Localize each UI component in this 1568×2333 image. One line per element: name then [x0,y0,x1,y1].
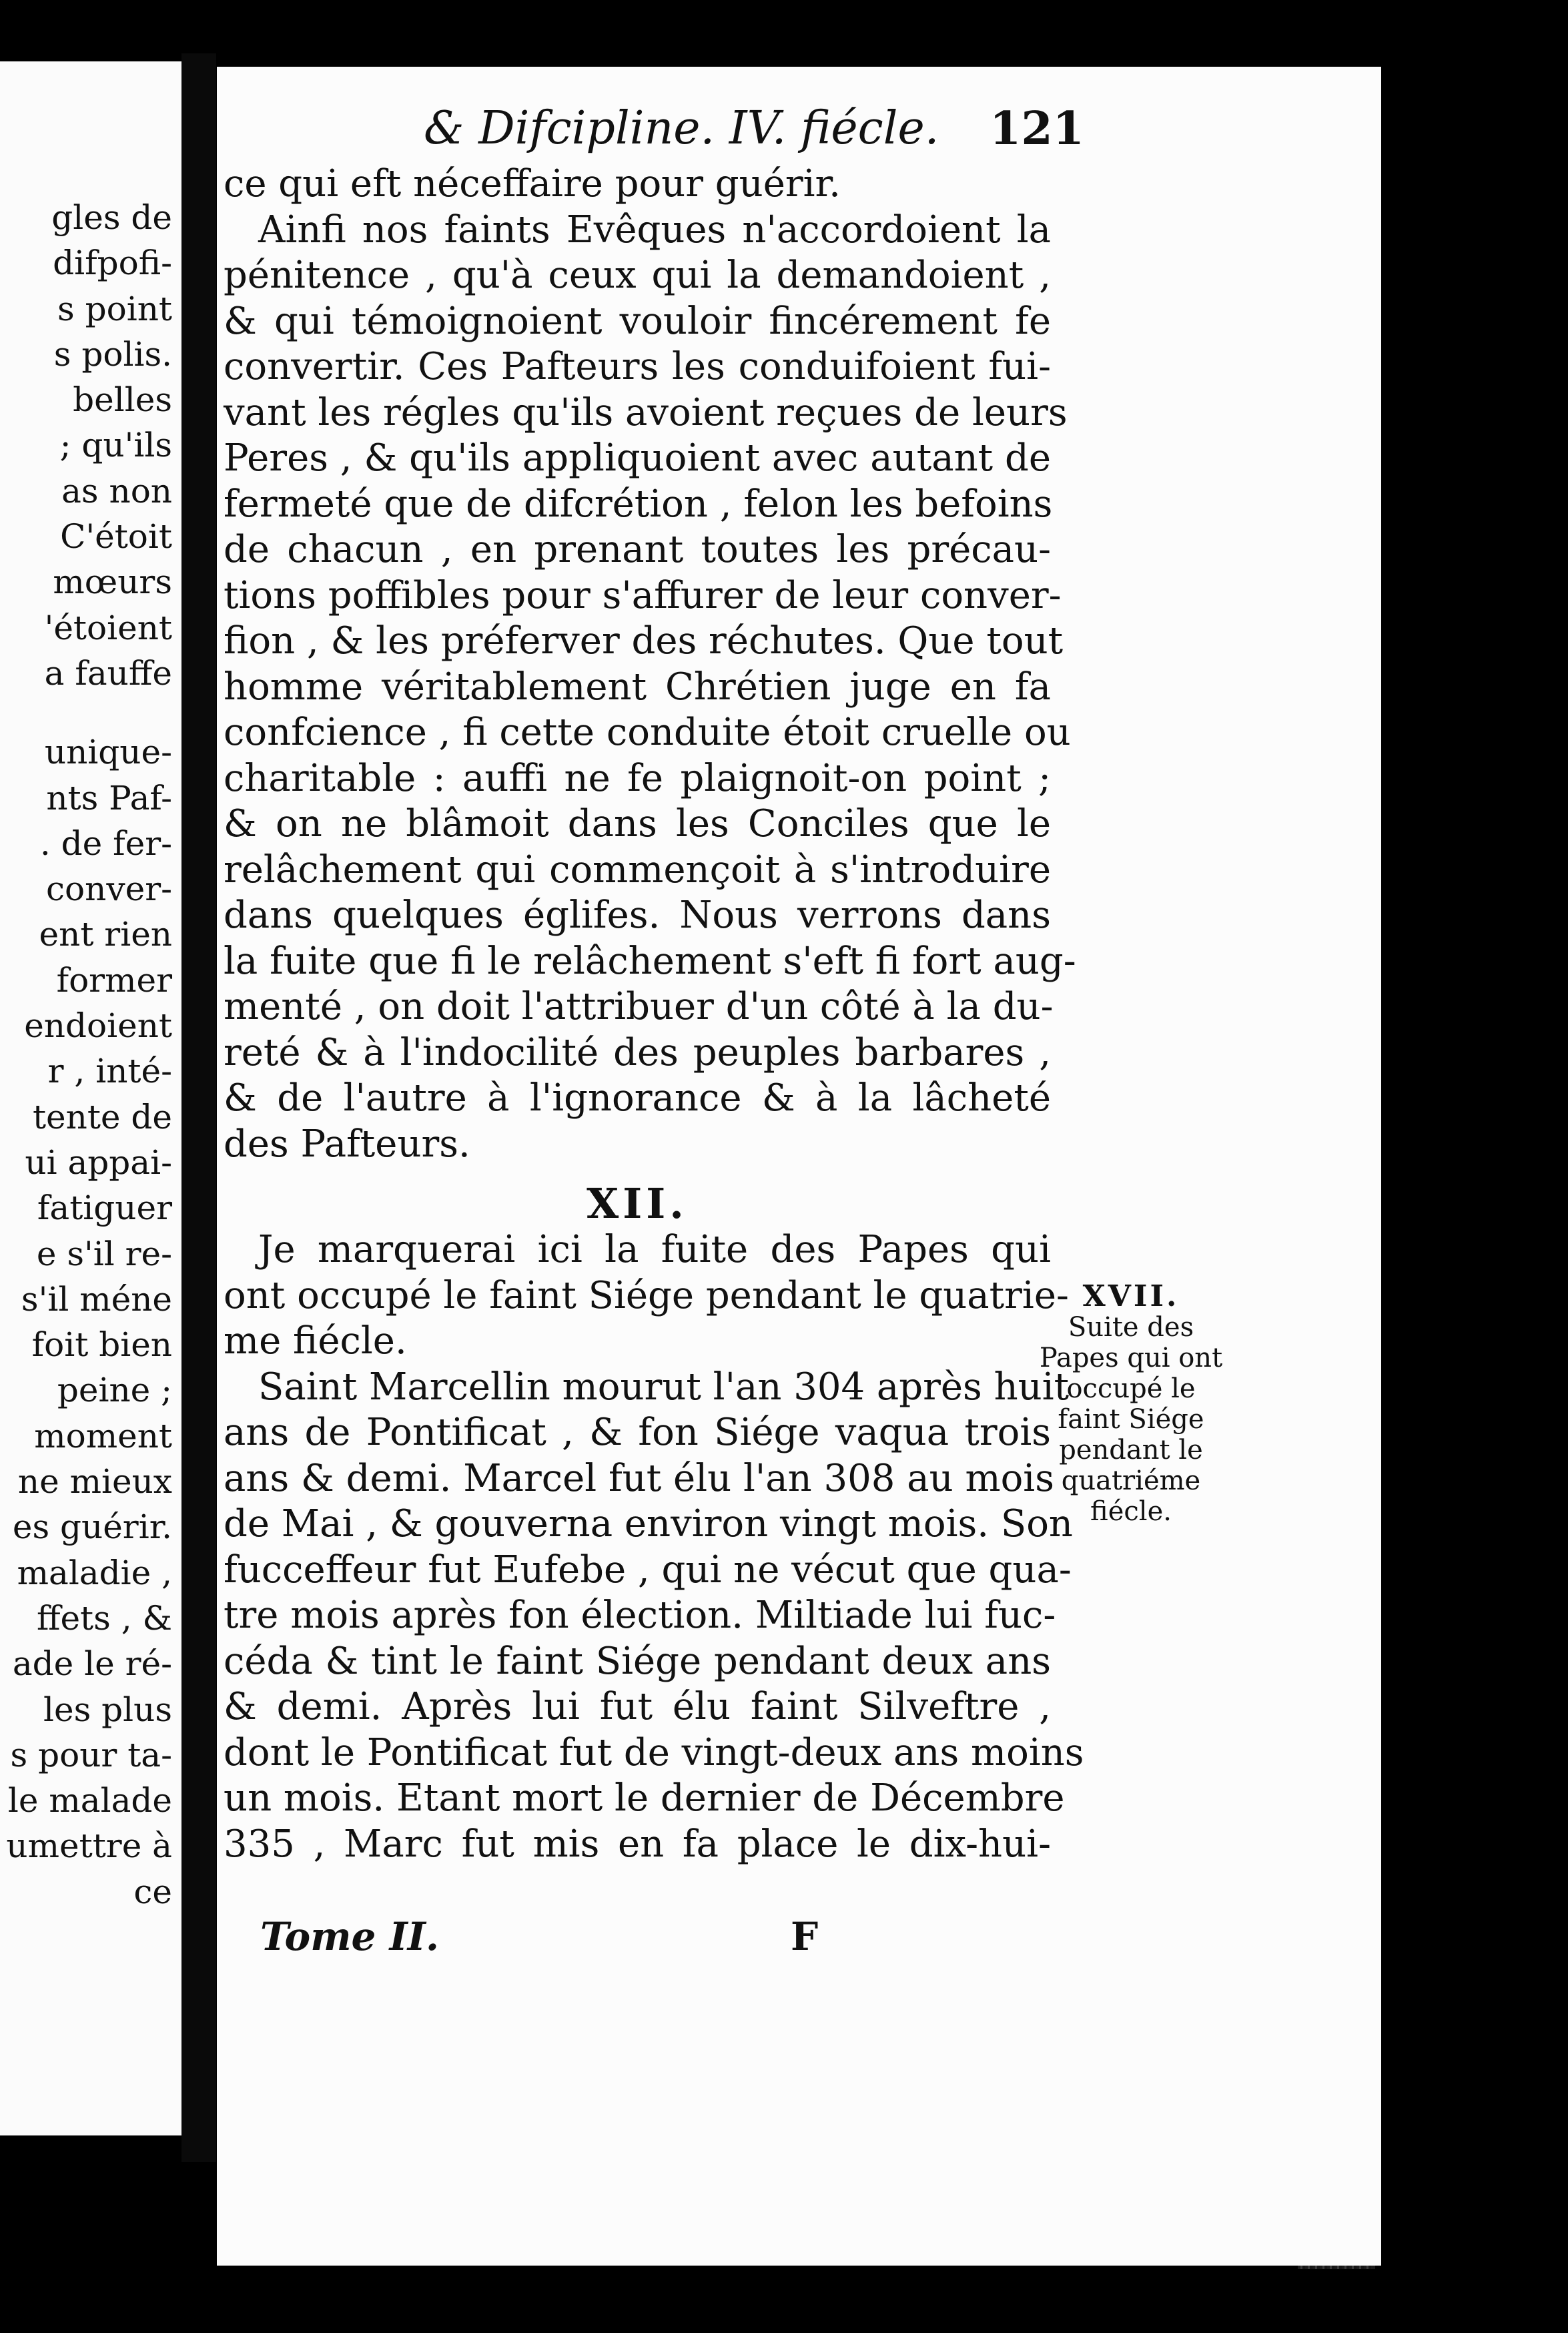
left-page-line: ent rien [39,915,172,954]
text-line: Saint Marcellin mourut l'an 304 après huit [258,1365,1070,1409]
left-page [0,61,181,2135]
margin-note-line: Suite des [1068,1312,1194,1343]
left-page-line: . de fer- [39,823,172,863]
text-line: ans de Pontificat , & fon Siége vaqua trois [224,1411,1051,1454]
page-number: 121 [990,102,1084,155]
text-line: tions poffibles pour s'affurer de leur conver- [224,573,1062,617]
text-line: vant les régles qu'ils avoient reçues de leurs [224,390,1068,434]
text-line: Ainfi nos faints Evêques n'accordoient la [258,208,1051,252]
left-page-line: s'il méne [21,1279,172,1319]
left-page-line: s point [57,289,172,328]
left-page-line: endoient [24,1006,172,1046]
text-line: convertir. Ces Pafteurs les conduifoient fui- [224,345,1051,388]
body-text [224,161,1084,1867]
text-line: & demi. Après lui fut élu faint Silveftre , [224,1685,1051,1728]
text-line: fermeté que de difcrétion , felon les befoins [224,482,1053,526]
text-line: 335 , Marc fut mis en fa place le dix-hui- [224,1822,1051,1866]
left-page-line: e s'il re- [36,1234,172,1273]
left-page-text [0,195,181,1915]
text-line: & qui témoignoient vouloir fincérement fe [224,299,1051,343]
margin-note-line: Papes qui ont [1039,1343,1223,1373]
left-page-line: nts Paf- [46,778,172,817]
text-line: reté & à l'indocilité des peuples barbares , [224,1030,1051,1074]
text-line: céda & tint le faint Siége pendant deux ans [224,1639,1051,1683]
margin-note [1024,1281,1238,1527]
left-page-line: ui appai- [25,1142,172,1182]
text-line: confcience , fi cette conduite étoit cruelle ou [224,711,1071,754]
left-page-line: C'étoit [60,517,172,557]
text-line: ans & demi. Marcel fut élu l'an 308 au mois [224,1456,1054,1500]
left-page-line: ; qu'ils [59,426,172,465]
text-line: Je marquerai ici la fuite des Papes qui [258,1228,1051,1271]
page-footer [260,1910,847,1963]
text-line: la fuite que fi le relâchement s'eft fi fort aug- [224,939,1076,983]
left-page-line: conver- [46,870,172,909]
left-page-line: belles [73,380,172,420]
text-line: ont occupé le faint Siége pendant le quatrie- [224,1273,1069,1317]
text-line: de Mai , & gouverna environ vingt mois. Son [224,1502,1073,1546]
text-line: & de l'autre à l'ignorance & à la lâcheté [224,1076,1051,1120]
text-line: relâchement qui commençoit à s'introduire [224,848,1051,892]
margin-note-line: quatriéme [1061,1465,1201,1496]
text-line: pénitence , qu'à ceux qui la demandoient , [224,254,1051,297]
left-page-line: as non [61,471,172,511]
left-page-line: 'étoient [44,608,172,647]
margin-note-line: occupé le [1066,1373,1196,1404]
left-page-line: les plus [43,1690,172,1729]
left-page-line: gles de [51,198,172,237]
margin-note-line: pendant le [1059,1435,1203,1465]
left-page-line: maladie , [17,1553,172,1592]
left-page-line: es guérir. [12,1508,172,1547]
text-line: Peres , & qu'ils appliquoient avec autant de [224,436,1051,480]
section-heading: XII. [586,1179,688,1228]
left-page-line: foit bien [31,1325,172,1365]
text-line: homme véritablement Chrétien juge en fa [224,665,1051,709]
left-page-line: ne mieux [17,1462,172,1502]
left-page-line: le malade [7,1781,172,1820]
left-page-line: moment [34,1416,172,1455]
left-page-line: difpofi- [53,244,172,283]
left-page-line: s polis. [53,334,172,374]
running-title: & Difcipline. IV. fiécle. [424,102,939,155]
left-page-line: a fauffe [44,653,172,693]
left-page-line: umettre à [6,1826,172,1866]
left-page-line: peine ; [57,1371,172,1410]
text-line: dans quelques églifes. Nous verrons dans [224,894,1051,937]
left-page-line: ade le ré- [12,1644,172,1684]
text-line: fion , & les préferver des réchutes. Que tout [224,619,1064,663]
running-header [204,99,1084,159]
left-page-line: former [56,960,172,1000]
left-page-line: mœurs [53,563,172,602]
margin-note-heading: XVII. [1082,1279,1180,1313]
text-line: & on ne blâmoit dans les Conciles que le [224,802,1051,846]
text-line: dont le Pontificat fut de vingt-deux ans moins [224,1730,1084,1774]
text-line: me fiécle. [224,1319,407,1363]
text-line: fucceffeur fut Eufebe , qui ne vécut que qua- [224,1548,1072,1592]
left-page-line: unique- [44,733,172,772]
margin-note-line: fiécle. [1090,1496,1172,1527]
text-line: un mois. Etant mort le dernier de Décembre [224,1776,1065,1820]
text-line: des Pafteurs. [224,1122,470,1166]
text-line: tre mois après fon élection. Miltiade lui fuc- [224,1594,1056,1637]
left-page-line: ce [133,1872,172,1911]
margin-note-line: faint Siége [1058,1404,1204,1435]
left-page-line [0,696,181,729]
text-line: de chacun , en prenant toutes les précau- [224,528,1051,571]
volume-label: Tome II. [260,1914,440,1959]
left-page-line: s pour ta- [10,1735,172,1774]
text-line: ce qui eft néceffaire pour guérir. [224,162,841,206]
text-line: charitable : auffi ne fe plaignoit-on point ; [224,756,1051,800]
text-line: menté , on doit l'attribuer d'un côté à la du- [224,985,1054,1028]
signature-mark: F [791,1914,819,1959]
left-page-line: fatiguer [37,1189,172,1228]
left-page-line: r , inté- [47,1052,172,1091]
book-gutter [181,53,216,2162]
left-page-line: tente de [32,1097,172,1136]
left-page-line: ffets , & [36,1598,172,1638]
